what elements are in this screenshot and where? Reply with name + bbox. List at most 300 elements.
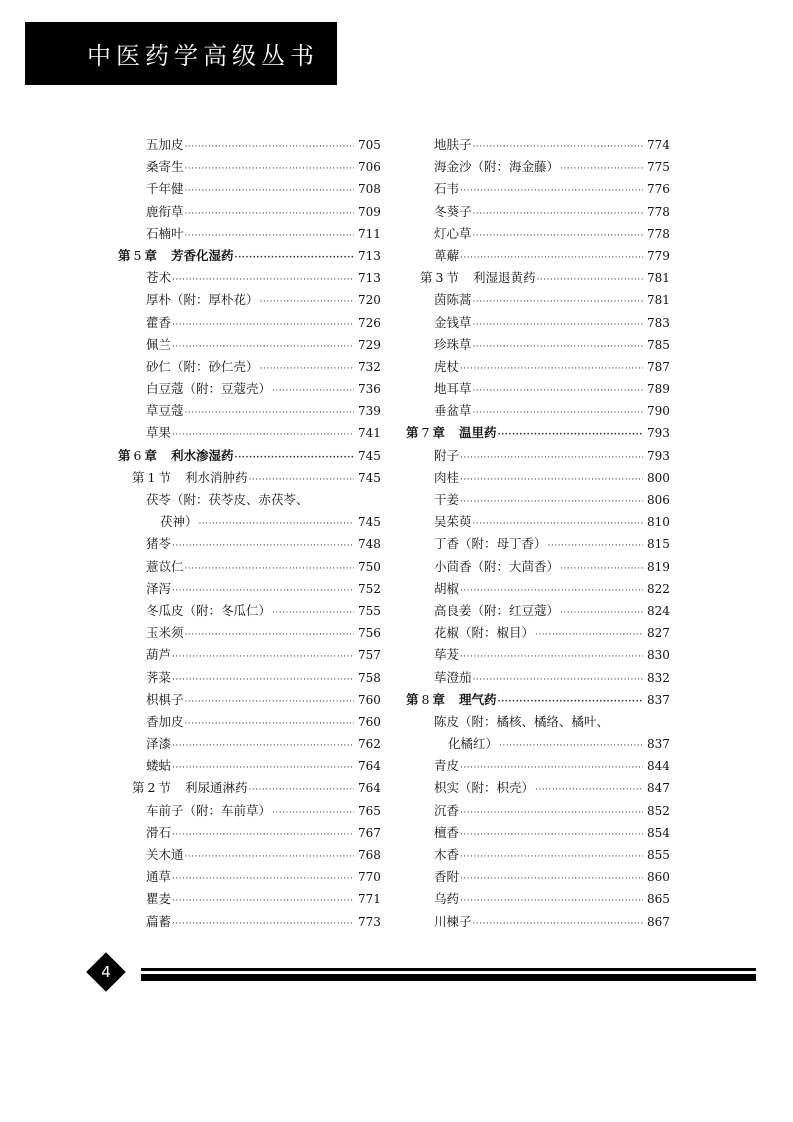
toc-entry-item[interactable] <box>118 201 380 223</box>
dot-leader <box>460 890 643 912</box>
toc-heading-suffix: 节 <box>158 469 171 485</box>
toc-entry-title: 丁香（附：母丁香） <box>434 536 547 552</box>
toc-page-number: 778 <box>647 226 670 241</box>
series-title: 中医药学高级丛书 <box>87 42 319 70</box>
footer-rule-thick <box>141 974 756 981</box>
dot-leader <box>460 868 643 890</box>
toc-page-number: 713 <box>358 248 381 263</box>
dot-leader <box>537 269 644 291</box>
toc-entry-title: 荜澄茄 <box>434 669 472 685</box>
toc-entry-item[interactable] <box>118 733 380 755</box>
dot-leader <box>473 669 643 691</box>
toc-entry-item[interactable] <box>406 578 669 600</box>
toc-entry-title <box>406 422 497 444</box>
toc-page-number: 729 <box>358 337 381 352</box>
toc-page-number: 793 <box>647 448 670 463</box>
toc-heading-prefix: 第 <box>406 691 419 707</box>
toc-entry-title: 枳椇子 <box>146 691 184 707</box>
toc-column-right <box>406 134 669 933</box>
toc-entry-item[interactable] <box>406 245 669 267</box>
toc-entry-item[interactable] <box>118 888 380 910</box>
toc-entry-title: 苍术 <box>146 270 172 286</box>
toc-entry-item[interactable] <box>118 822 380 844</box>
toc-page-number: 720 <box>358 293 381 308</box>
dot-leader <box>460 247 643 269</box>
dot-leader <box>548 535 643 557</box>
dot-leader <box>473 513 643 535</box>
dot-leader <box>473 136 643 158</box>
toc-page-number: 774 <box>647 138 670 152</box>
toc-entry-title: 花椒（附：椒目） <box>434 625 535 641</box>
toc-entry-item[interactable] <box>406 600 669 622</box>
toc-entry-item[interactable] <box>118 134 380 156</box>
toc-heading-prefix: 第 <box>132 469 145 485</box>
toc-entry-title: 海金沙（附：海金藤） <box>434 159 560 175</box>
toc-entry-title: 干姜 <box>434 492 460 507</box>
toc-entry-chapter[interactable] <box>118 245 380 267</box>
toc-page-number: 824 <box>647 603 670 618</box>
toc-entry-item[interactable] <box>118 689 380 711</box>
toc-page-number: 785 <box>647 337 670 352</box>
dot-leader <box>473 291 643 313</box>
dot-leader <box>473 380 643 402</box>
toc-page-number: 758 <box>358 670 381 685</box>
toc-entry-title: 佩兰 <box>146 336 172 352</box>
toc-column-left <box>118 134 380 933</box>
dot-leader <box>172 424 354 446</box>
toc-heading-title: 芳香化湿药 <box>170 247 234 263</box>
toc-entry-title: 藿香 <box>146 314 172 330</box>
dot-leader <box>535 624 643 646</box>
toc-page-number: 852 <box>647 803 670 818</box>
toc-entry-item[interactable] <box>406 844 669 866</box>
toc-entry-section[interactable] <box>118 777 380 799</box>
dot-leader <box>460 824 643 846</box>
toc-entry-title: 白豆蔻（附：豆蔻壳） <box>146 381 272 397</box>
dot-leader <box>235 447 355 469</box>
toc-entry-title: 胡椒 <box>434 580 460 596</box>
toc-entry-title: 萆薢 <box>434 247 460 263</box>
toc-page-number: 810 <box>647 515 670 530</box>
toc-page-number: 781 <box>647 293 670 308</box>
toc-entry-item[interactable] <box>118 223 380 245</box>
toc-entry-title: 肉桂 <box>434 469 460 485</box>
dot-leader <box>249 469 355 491</box>
toc-page-number: 767 <box>358 825 381 840</box>
dot-leader <box>460 469 643 491</box>
toc-entry-cont[interactable] <box>406 733 669 755</box>
toc-page-number: 779 <box>647 248 670 263</box>
toc-entry-item[interactable] <box>118 378 380 400</box>
toc-entry-item[interactable] <box>406 134 669 156</box>
toc-entry-chapter[interactable] <box>118 445 380 467</box>
toc-page-number: 773 <box>358 914 381 929</box>
dot-leader <box>460 802 643 824</box>
toc-page-number: 726 <box>358 315 381 330</box>
toc-heading-suffix: 章 <box>432 425 445 441</box>
toc-page-number: 844 <box>647 759 670 774</box>
toc-entry-item[interactable] <box>118 800 380 822</box>
dot-leader <box>272 602 354 624</box>
toc-heading-prefix: 第 <box>118 247 131 263</box>
toc-page-number: 741 <box>358 426 381 441</box>
toc-entry-item[interactable] <box>118 711 380 733</box>
toc-entry-title: 薏苡仁 <box>146 558 184 574</box>
toc-entry-title: 关木通 <box>146 847 184 862</box>
toc-entry-title: 通草 <box>146 869 172 885</box>
toc-entry-item[interactable] <box>118 178 380 200</box>
dot-leader <box>185 203 354 225</box>
toc-heading-title: 利水消肿药 <box>184 469 248 485</box>
toc-entry-item[interactable] <box>118 600 380 622</box>
toc-page-number: 757 <box>358 648 381 663</box>
dot-leader <box>473 402 643 424</box>
toc-page-number: 711 <box>358 226 381 241</box>
toc-entry-title: 乌药 <box>434 891 460 907</box>
toc-entry-chapter[interactable] <box>406 422 669 444</box>
toc-entry-title: 荠菜 <box>146 669 172 685</box>
toc-entry-title: 蝼蛄 <box>146 758 172 774</box>
toc-entry-title <box>406 689 497 711</box>
toc-heading-title: 温里药 <box>458 425 497 441</box>
toc-entry-item[interactable] <box>118 755 380 777</box>
toc-entry-item[interactable] <box>118 289 380 311</box>
toc-entry-title: 虎杖 <box>434 358 460 374</box>
toc-heading-suffix: 节 <box>158 780 171 796</box>
dot-leader <box>185 713 354 735</box>
page-number: 4 <box>101 963 111 981</box>
toc-entry-title: 珍珠草 <box>434 336 472 352</box>
toc-entry-title: 香加皮 <box>146 713 184 729</box>
toc-page-number: 713 <box>358 271 381 286</box>
toc-page-number: 832 <box>647 670 670 685</box>
toc-page-number: 860 <box>647 870 670 885</box>
toc-entry-item[interactable] <box>118 911 380 933</box>
toc-entry-title: 荜茇 <box>434 647 460 663</box>
toc-entry-title: 吴茱萸 <box>434 514 472 530</box>
toc-entry-title: 葫芦 <box>146 647 172 663</box>
toc-entry-item[interactable] <box>118 622 380 644</box>
toc-entry-title: 金钱草 <box>434 314 472 330</box>
toc-entry-title: 冬葵子 <box>434 203 472 219</box>
toc-entry-item[interactable] <box>118 866 380 888</box>
dot-leader <box>185 846 354 868</box>
toc-page-number: 830 <box>647 648 670 663</box>
toc-page-number: 837 <box>647 692 670 707</box>
dot-leader <box>460 491 643 513</box>
toc-entry-item[interactable] <box>118 156 380 178</box>
toc-entry-title: 香附 <box>434 869 460 885</box>
toc-heading-number: 8 <box>421 691 430 707</box>
toc-heading-suffix: 章 <box>432 691 445 707</box>
toc-entry-title: 沉香 <box>434 802 460 818</box>
toc-heading-title: 理气药 <box>458 691 497 707</box>
dot-leader <box>199 513 354 535</box>
toc-entry-item[interactable] <box>118 356 380 378</box>
toc-entry-item[interactable] <box>406 556 669 578</box>
toc-entry-title: 厚朴（附：厚朴花） <box>146 292 259 308</box>
dot-leader <box>172 269 354 291</box>
toc-entry-title: 石楠叶 <box>146 225 184 241</box>
toc-heading-prefix: 第 <box>420 270 433 286</box>
dot-leader <box>185 624 354 646</box>
toc-heading-number: 3 <box>435 270 444 286</box>
toc-entry-item[interactable] <box>406 755 669 777</box>
toc-page-number: 705 <box>358 138 381 152</box>
toc-page-number: 787 <box>647 359 670 374</box>
toc-entry-item[interactable] <box>406 467 669 489</box>
toc-entry-title: 五加皮 <box>146 137 184 152</box>
toc-heading-suffix: 章 <box>144 447 157 463</box>
toc-entry-item[interactable] <box>406 911 669 933</box>
toc-entry-title: 灯心草 <box>434 225 472 241</box>
toc-page-number: 855 <box>647 848 670 862</box>
toc-page-number: 755 <box>358 603 381 618</box>
toc-entry-item[interactable] <box>406 378 669 400</box>
dot-leader <box>460 447 643 469</box>
toc-entry-item[interactable] <box>118 578 380 600</box>
toc-page-number: 765 <box>358 803 381 818</box>
toc-page-number: 865 <box>647 892 670 907</box>
dot-leader <box>172 824 354 846</box>
toc-entry-title <box>132 467 248 489</box>
toc-entry-title: 地肤子 <box>434 137 472 152</box>
toc-entry-item[interactable] <box>406 667 669 689</box>
dot-leader <box>185 158 354 180</box>
toc-entry-item[interactable] <box>406 201 669 223</box>
toc-entry-item[interactable] <box>406 777 669 799</box>
toc-entry-title: 附子 <box>434 447 460 463</box>
dot-leader <box>460 846 643 868</box>
dot-leader <box>272 380 354 402</box>
toc-entry-item[interactable] <box>406 866 669 888</box>
toc-entry-title: 泽泻 <box>146 580 172 596</box>
toc-entry-title: 鹿衔草 <box>146 203 184 219</box>
toc-entry-item[interactable] <box>406 644 669 666</box>
dot-leader <box>172 646 354 668</box>
toc-entry-title: 石韦 <box>434 181 460 197</box>
toc-entry-title: 草豆蔻 <box>146 403 184 419</box>
toc-entry-item[interactable] <box>406 400 669 422</box>
toc-entry-title: 川楝子 <box>434 913 472 929</box>
toc-entry-title <box>118 245 234 267</box>
toc-page-number: 815 <box>647 537 670 552</box>
dot-leader <box>185 180 354 202</box>
dot-leader <box>172 580 354 602</box>
toc-entry-title: 垂盆草 <box>434 403 472 419</box>
toc-page-number: 819 <box>647 559 670 574</box>
toc-entry-item[interactable] <box>118 489 380 511</box>
toc-page-number: 732 <box>358 359 381 374</box>
toc-entry-title: 冬瓜皮（附：冬瓜仁） <box>146 602 272 618</box>
toc-entry-item[interactable] <box>406 445 669 467</box>
dot-leader <box>560 602 643 624</box>
dot-leader <box>172 336 354 358</box>
toc-page-number: 837 <box>647 737 670 752</box>
toc-page-number: 822 <box>647 581 670 596</box>
toc-page-number: 760 <box>358 714 381 729</box>
toc-entry-item[interactable] <box>118 267 380 289</box>
toc-entry-item[interactable] <box>406 178 669 200</box>
toc-entry-item[interactable] <box>406 888 669 910</box>
dot-leader <box>460 646 643 668</box>
toc-entry-cont[interactable] <box>118 511 380 533</box>
toc-entry-item[interactable] <box>406 312 669 334</box>
dot-leader <box>185 225 354 247</box>
dot-leader <box>535 779 643 801</box>
toc-entry-item[interactable] <box>118 844 380 866</box>
toc-page-number: 745 <box>358 448 381 463</box>
toc-entry-title: 猪苓 <box>146 536 172 552</box>
dot-leader <box>172 669 354 691</box>
toc-heading-suffix: 章 <box>144 247 157 263</box>
toc-entry-item[interactable] <box>406 289 669 311</box>
dot-leader <box>498 691 644 713</box>
toc-entry-title: 陈皮（附：橘核、橘络、橘叶、 <box>434 713 610 729</box>
toc-entry-item[interactable] <box>406 822 669 844</box>
toc-entry-item[interactable] <box>406 533 669 555</box>
toc-entry-title: 高良姜（附：红豆蔻） <box>434 602 560 618</box>
dot-leader <box>460 580 643 602</box>
dot-leader <box>498 424 644 446</box>
dot-leader <box>172 735 354 757</box>
toc-entry-title: 千年健 <box>146 181 184 197</box>
toc-heading-prefix: 第 <box>132 780 145 796</box>
toc-entry-title: 枳实（附：枳壳） <box>434 780 535 796</box>
dot-leader <box>235 247 355 269</box>
toc-entry-title: 青皮 <box>434 758 460 774</box>
dot-leader <box>185 558 354 580</box>
toc-entry-title: 檀香 <box>434 824 460 840</box>
dot-leader <box>272 802 354 824</box>
toc-page-number: 847 <box>647 781 670 796</box>
dot-leader <box>172 913 354 935</box>
toc-entry-title: 茵陈蒿 <box>434 292 472 308</box>
toc-page-number: 867 <box>647 914 670 929</box>
dot-leader <box>499 735 643 757</box>
dot-leader <box>260 358 354 380</box>
toc-page-number: 770 <box>358 870 381 885</box>
toc-entry-title: 草果 <box>146 425 172 441</box>
toc-entry-title: 车前子（附：车前草） <box>146 802 272 818</box>
footer-rule-thin <box>141 968 756 971</box>
toc-entry-item[interactable] <box>118 400 380 422</box>
toc-page-number: 789 <box>647 382 670 397</box>
toc-entry-item[interactable] <box>406 489 669 511</box>
toc-entry-item[interactable] <box>406 622 669 644</box>
toc-entry-item[interactable] <box>118 667 380 689</box>
toc-entry-title: 萹蓄 <box>146 913 172 929</box>
toc-page-number: 745 <box>358 515 381 530</box>
dot-leader <box>560 558 643 580</box>
toc-heading-title: 利水渗湿药 <box>170 447 234 463</box>
toc-entry-title: 泽漆 <box>146 736 172 752</box>
toc-page-number: 775 <box>647 160 670 175</box>
dot-leader <box>560 158 643 180</box>
toc-page-number: 739 <box>358 404 381 419</box>
toc-entry-item[interactable] <box>118 312 380 334</box>
toc-entry-item[interactable] <box>406 156 669 178</box>
toc-entry-title: 桑寄生 <box>146 159 184 175</box>
toc-heading-title: 利尿通淋药 <box>184 780 248 796</box>
toc-page-number: 748 <box>358 537 381 552</box>
toc-page-number: 793 <box>647 426 670 441</box>
toc-entry-item[interactable] <box>406 511 669 533</box>
toc-page-number: 781 <box>647 271 670 286</box>
dot-leader <box>460 757 643 779</box>
toc-page-number: 736 <box>358 382 381 397</box>
dot-leader <box>185 691 354 713</box>
toc-page-number: 790 <box>647 404 670 419</box>
toc-entry-title: 茯神） <box>160 514 198 530</box>
toc-page-number: 750 <box>358 559 381 574</box>
toc-page-number: 771 <box>358 892 381 907</box>
toc-page-number: 827 <box>647 626 670 641</box>
toc-entry-title: 玉米须 <box>146 625 184 641</box>
toc-entry-title: 地耳草 <box>434 381 472 397</box>
toc-page-number: 709 <box>358 204 381 219</box>
toc-entry-title: 砂仁（附：砂仁壳） <box>146 358 259 374</box>
toc-heading-number: 2 <box>147 780 156 796</box>
toc-page-number: 768 <box>358 848 381 862</box>
toc-page-number: 706 <box>358 160 381 175</box>
toc-entry-title: 化橘红） <box>448 736 499 752</box>
dot-leader <box>172 535 354 557</box>
toc-entry-title: 瞿麦 <box>146 891 172 907</box>
dot-leader <box>260 291 354 313</box>
toc-page-number: 800 <box>647 470 670 485</box>
toc-entry-item[interactable] <box>406 356 669 378</box>
toc-page-number: 776 <box>647 182 670 197</box>
toc-entry-section[interactable] <box>406 267 669 289</box>
toc-heading-suffix: 节 <box>446 270 459 286</box>
dot-leader <box>473 203 643 225</box>
toc-page-number: 783 <box>647 315 670 330</box>
toc-entry-item[interactable] <box>406 334 669 356</box>
toc-page-number: 806 <box>647 493 670 507</box>
toc-entry-item[interactable] <box>118 334 380 356</box>
toc-entry-item[interactable] <box>118 422 380 444</box>
dot-leader <box>473 225 643 247</box>
dot-leader <box>185 136 354 158</box>
dot-leader <box>172 314 354 336</box>
toc-entry-item[interactable] <box>118 533 380 555</box>
toc-entry-item[interactable] <box>118 556 380 578</box>
dot-leader <box>473 913 643 935</box>
toc-page-number: 708 <box>358 182 381 197</box>
toc-entry-title: 滑石 <box>146 824 172 840</box>
toc-entry-item[interactable] <box>406 711 669 733</box>
toc-entry-chapter[interactable] <box>406 689 669 711</box>
dot-leader <box>460 358 643 380</box>
toc-page-number: 762 <box>358 737 381 752</box>
dot-leader <box>460 180 643 202</box>
toc-entry-item[interactable] <box>118 644 380 666</box>
toc-page-number: 756 <box>358 626 381 641</box>
toc-page-number: 752 <box>358 581 381 596</box>
toc-page-number: 854 <box>647 825 670 840</box>
toc-entry-item[interactable] <box>406 800 669 822</box>
toc-entry-item[interactable] <box>406 223 669 245</box>
dot-leader <box>172 757 354 779</box>
toc-entry-section[interactable] <box>118 467 380 489</box>
dot-leader <box>172 890 354 912</box>
dot-leader <box>185 402 354 424</box>
toc-heading-prefix: 第 <box>118 447 131 463</box>
toc-page-number: 764 <box>358 781 381 796</box>
toc-page-number: 764 <box>358 759 381 774</box>
toc-entry-title <box>132 777 248 799</box>
